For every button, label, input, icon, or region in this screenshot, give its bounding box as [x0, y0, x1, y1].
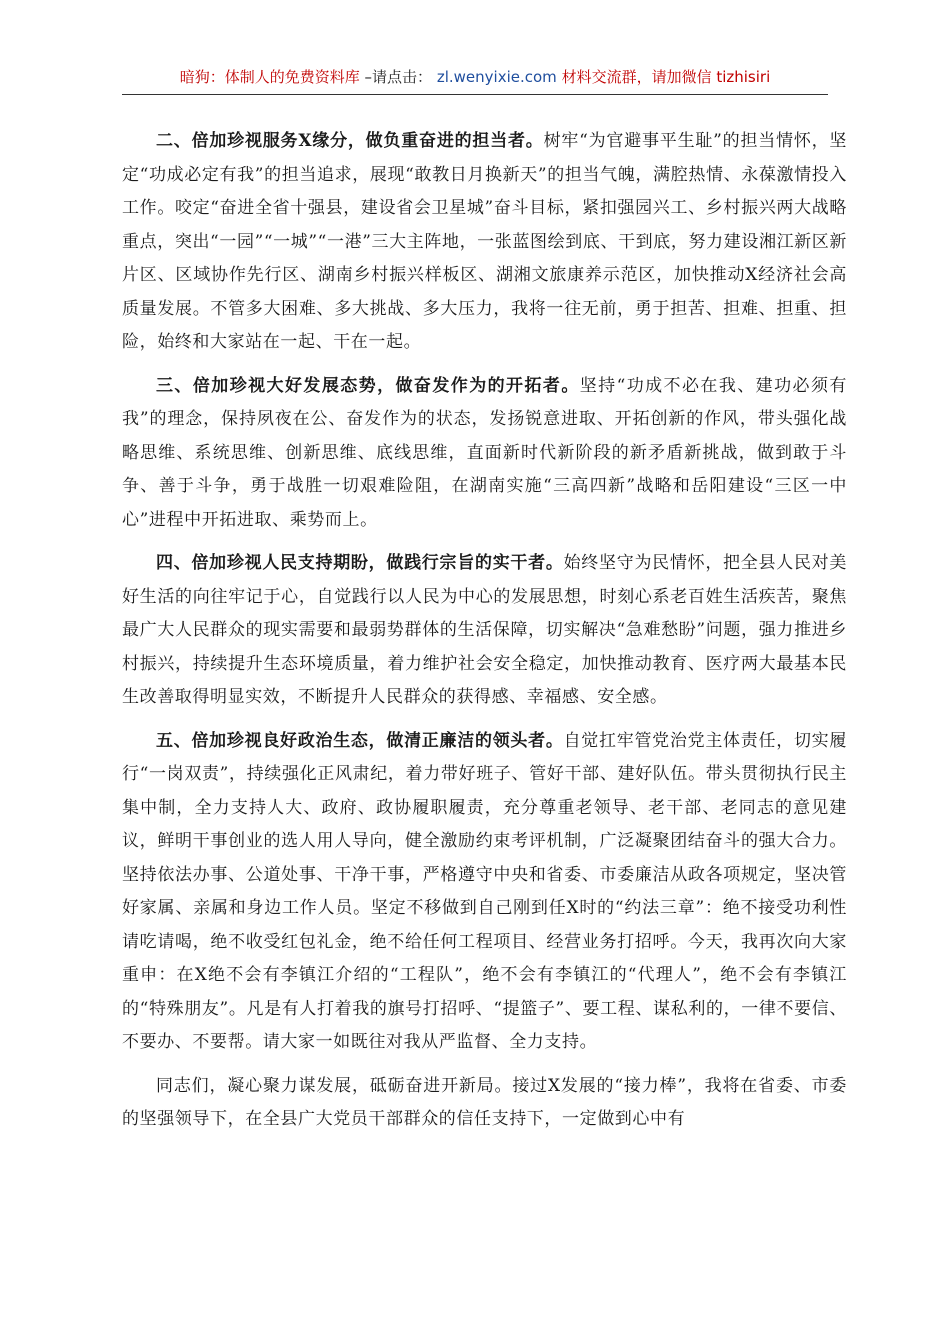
header-click-prompt: –请点击：	[364, 68, 433, 86]
paragraph-text: 始终坚守为民情怀，把全县人民对美好生活的向往牢记于心，自觉践行以人民为中心的发展思想，时刻心系老百姓生活疾苦，聚焦最广大人民群众的现实需要和最弱势群体的生活保障，切实解决“急难愁盼”问题，强力推进乡村振兴，持续提升生态环境质量，着力维护社会安全稳定，加快推动教育、医疗两大最基本民生改善取得明显实效，不断提升人民群众的获得感、幸福感、安全感。	[122, 553, 847, 707]
paragraph-heading: 三、倍加珍视大好发展态势，做奋发作为的开拓者。	[156, 375, 580, 396]
paragraph-text: 坚持“功成不必在我、建功必须有我”的理念，保持夙夜在公、奋发作为的状态，发扬锐意进取、开拓创新的作风，带头强化战略思维、系统思维、创新思维、底线思维，直面新时代新阶段的新矛盾新挑战，做到敢于斗争、善于斗争，勇于战胜一切艰难险阻，在湖南实施“三高四新”战略和岳阳建设“三区一中心”进程中开拓进取、乘势而上。	[122, 375, 847, 530]
paragraph	[122, 125, 847, 360]
paragraph	[122, 370, 847, 538]
paragraph	[122, 1070, 847, 1137]
document-body	[122, 125, 847, 1147]
paragraph	[122, 547, 847, 715]
page-header	[122, 66, 828, 95]
paragraph-text: 树牢“为官避事平生耻”的担当情怀，坚定“功成必定有我”的担当追求，展现“敢教日月换新天”的担当气魄，满腔热情、永葆激情投入工作。咬定“奋进全省十强县，建设省会卫星城”奋斗目标，紧扣强园兴工、乡村振兴两大战略重点，突出“一园”“一城”“一港”三大主阵地，一张蓝图绘到底、干到底，努力建设湘江新区新片区、区域协作先行区、湖南乡村振兴样板区、湖湘文旅康养示范区，加快推动X经济社会高质量发展。不管多大困难、多大挑战、多大压力，我将一往无前，勇于担苦、担难、担重、担险，始终和大家站在一起、干在一起。	[122, 131, 847, 352]
paragraph-heading: 二、倍加珍视服务X缘分，做负重奋进的担当者。	[156, 131, 544, 151]
paragraph-heading: 五、倍加珍视良好政治生态，做清正廉洁的领头者。	[156, 730, 564, 751]
header-url-link[interactable]: zl.wenyixie.com	[436, 68, 557, 86]
header-brand: 暗狗：体制人的免费资料库	[179, 68, 360, 86]
paragraph-text: 同志们，凝心聚力谋发展，砥砺奋进开新局。接过X发展的“接力棒”，我将在省委、市委的坚强领导下，在全县广大党员干部群众的信任支持下，一定做到心中有	[122, 1075, 847, 1129]
paragraph-heading: 四、倍加珍视人民支持期盼，做践行宗旨的实干者。	[156, 553, 564, 573]
paragraph-text: 自觉扛牢管党治党主体责任，切实履行“一岗双责”，持续强化正风肃纪，着力带好班子、管好干部、建好队伍。带头贯彻执行民主集中制，全力支持人大、政府、政协履职履责，充分尊重老领导、老干部、老同志的意见建议，鲜明干事创业的选人用人导向，健全激励约束考评机制，广泛凝聚团结奋斗的强大合力。坚持依法办事、公道处事、干净干事，严格遵守中央和省委、市委廉洁从政各项规定，坚决管好家属、亲属和身边工作人员。坚定不移做到自己刚到任X时的“约法三章”：绝不接受功利性请吃请喝，绝不收受红包礼金，绝不给任何工程项目、经营业务打招呼。今天，我再次向大家重申：在X绝不会有李镇江介绍的“工程队”，绝不会有李镇江的“代理人”，绝不会有李镇江的“特殊朋友”。凡是有人打着我的旗号打招呼、“提篮子”、要工程、谋私利的，一律不要信、不要办、不要帮。请大家一如既往对我从严监督、全力支持。	[122, 730, 847, 1052]
paragraph	[122, 725, 847, 1060]
header-group-text: 材料交流群，请加微信 tizhisiri	[561, 68, 771, 86]
